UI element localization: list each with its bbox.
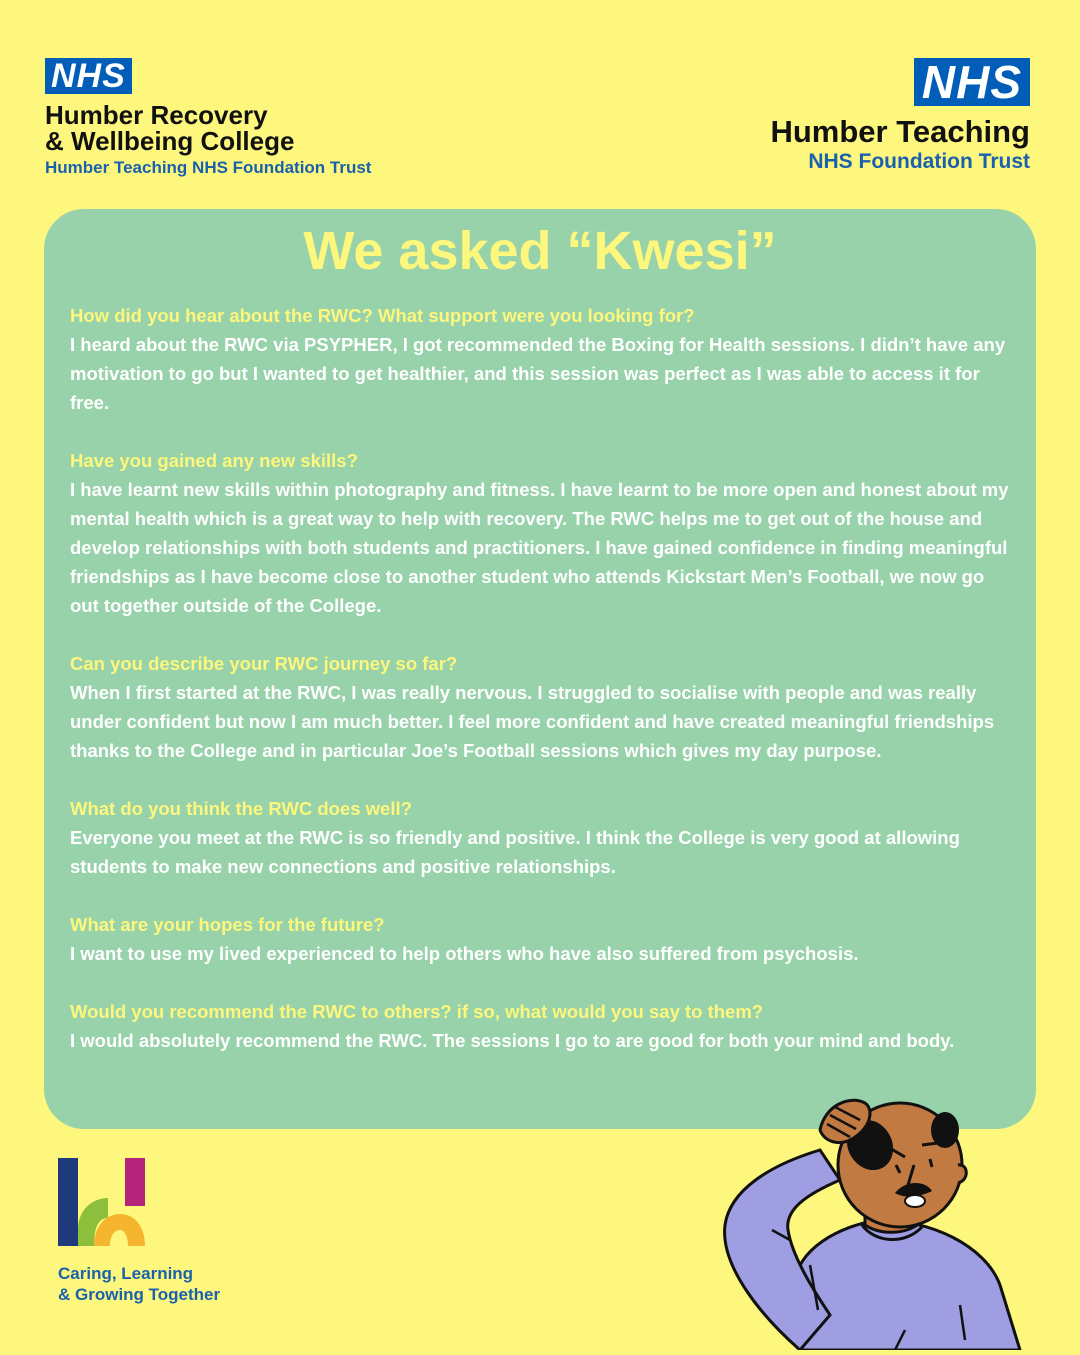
- caring-learning-logo: [58, 1158, 220, 1305]
- thinking-man-illustration-icon: [700, 1085, 1070, 1355]
- nhs-badge: NHS: [45, 58, 132, 94]
- qa-item: [70, 997, 1010, 1055]
- qa-item: [70, 910, 1010, 968]
- college-trust-name: Humber Teaching NHS Foundation Trust: [45, 158, 372, 177]
- qa-item: [70, 446, 1010, 620]
- question: Would you recommend the RWC to others? if so, what would you say to them?: [70, 1001, 764, 1022]
- qa-list: [70, 301, 1010, 1055]
- answer: I would absolutely recommend the RWC. The sessions I go to are good for both your mind and body.: [70, 1030, 955, 1051]
- trust-subtitle: NHS Foundation Trust: [808, 150, 1030, 173]
- answer: I want to use my lived experienced to help others who have also suffered from psychosis.: [70, 943, 859, 964]
- answer: Everyone you meet at the RWC is so friendly and positive. I think the College is very good at allowing students to make new connections and positive relationships.: [70, 827, 960, 877]
- qa-item: [70, 301, 1010, 417]
- trust-name: Humber Teaching: [770, 114, 1030, 149]
- question: How did you hear about the RWC? What support were you looking for?: [70, 305, 695, 326]
- question: Can you describe your RWC journey so far?: [70, 653, 458, 674]
- college-name-line1: Humber Recovery: [45, 100, 268, 130]
- nhs-badge-large: NHS: [914, 58, 1030, 106]
- question: What do you think the RWC does well?: [70, 798, 412, 819]
- page-title: We asked “Kwesi”: [303, 221, 777, 281]
- answer: I have learnt new skills within photography and fitness. I have learnt to be more open and honest about my mental health which is a great way to help with recovery. The RWC helps me to get out of the house and develop relationships with both students and practitioners. I have gained confidence in finding meaningful friendships as I have become close to another student who attends Kickstart Men’s Football, we now go out together outside of the College.: [70, 479, 1009, 616]
- tagline-line1: Caring, Learning: [58, 1264, 194, 1283]
- tagline-line2: & Growing Together: [58, 1285, 221, 1304]
- qa-item: [70, 794, 1010, 881]
- interview-panel: [44, 209, 1036, 1129]
- tagline: [58, 1263, 220, 1305]
- answer: I heard about the RWC via PSYPHER, I got recommended the Boxing for Health sessions. I didn’t have any motivation to go but I wanted to get healthier, and this session was perfect as I was able to access it for free.: [70, 334, 1006, 413]
- question: Have you gained any new skills?: [70, 450, 358, 471]
- qa-item: [70, 649, 1010, 765]
- humber-recovery-college-logo: [45, 58, 371, 178]
- h-arch-logo-icon: [58, 1158, 148, 1248]
- college-name-line2: & Wellbeing College: [45, 126, 295, 156]
- question: What are your hopes for the future?: [70, 914, 385, 935]
- humber-teaching-logo: [770, 58, 1030, 174]
- answer: When I first started at the RWC, I was really nervous. I struggled to socialise with people and was really under confident but now I am much better. I feel more confident and have created meaningful friendships thanks to the College and in particular Joe’s Football sessions which gives my day purpose.: [70, 682, 995, 761]
- college-name: [45, 102, 371, 154]
